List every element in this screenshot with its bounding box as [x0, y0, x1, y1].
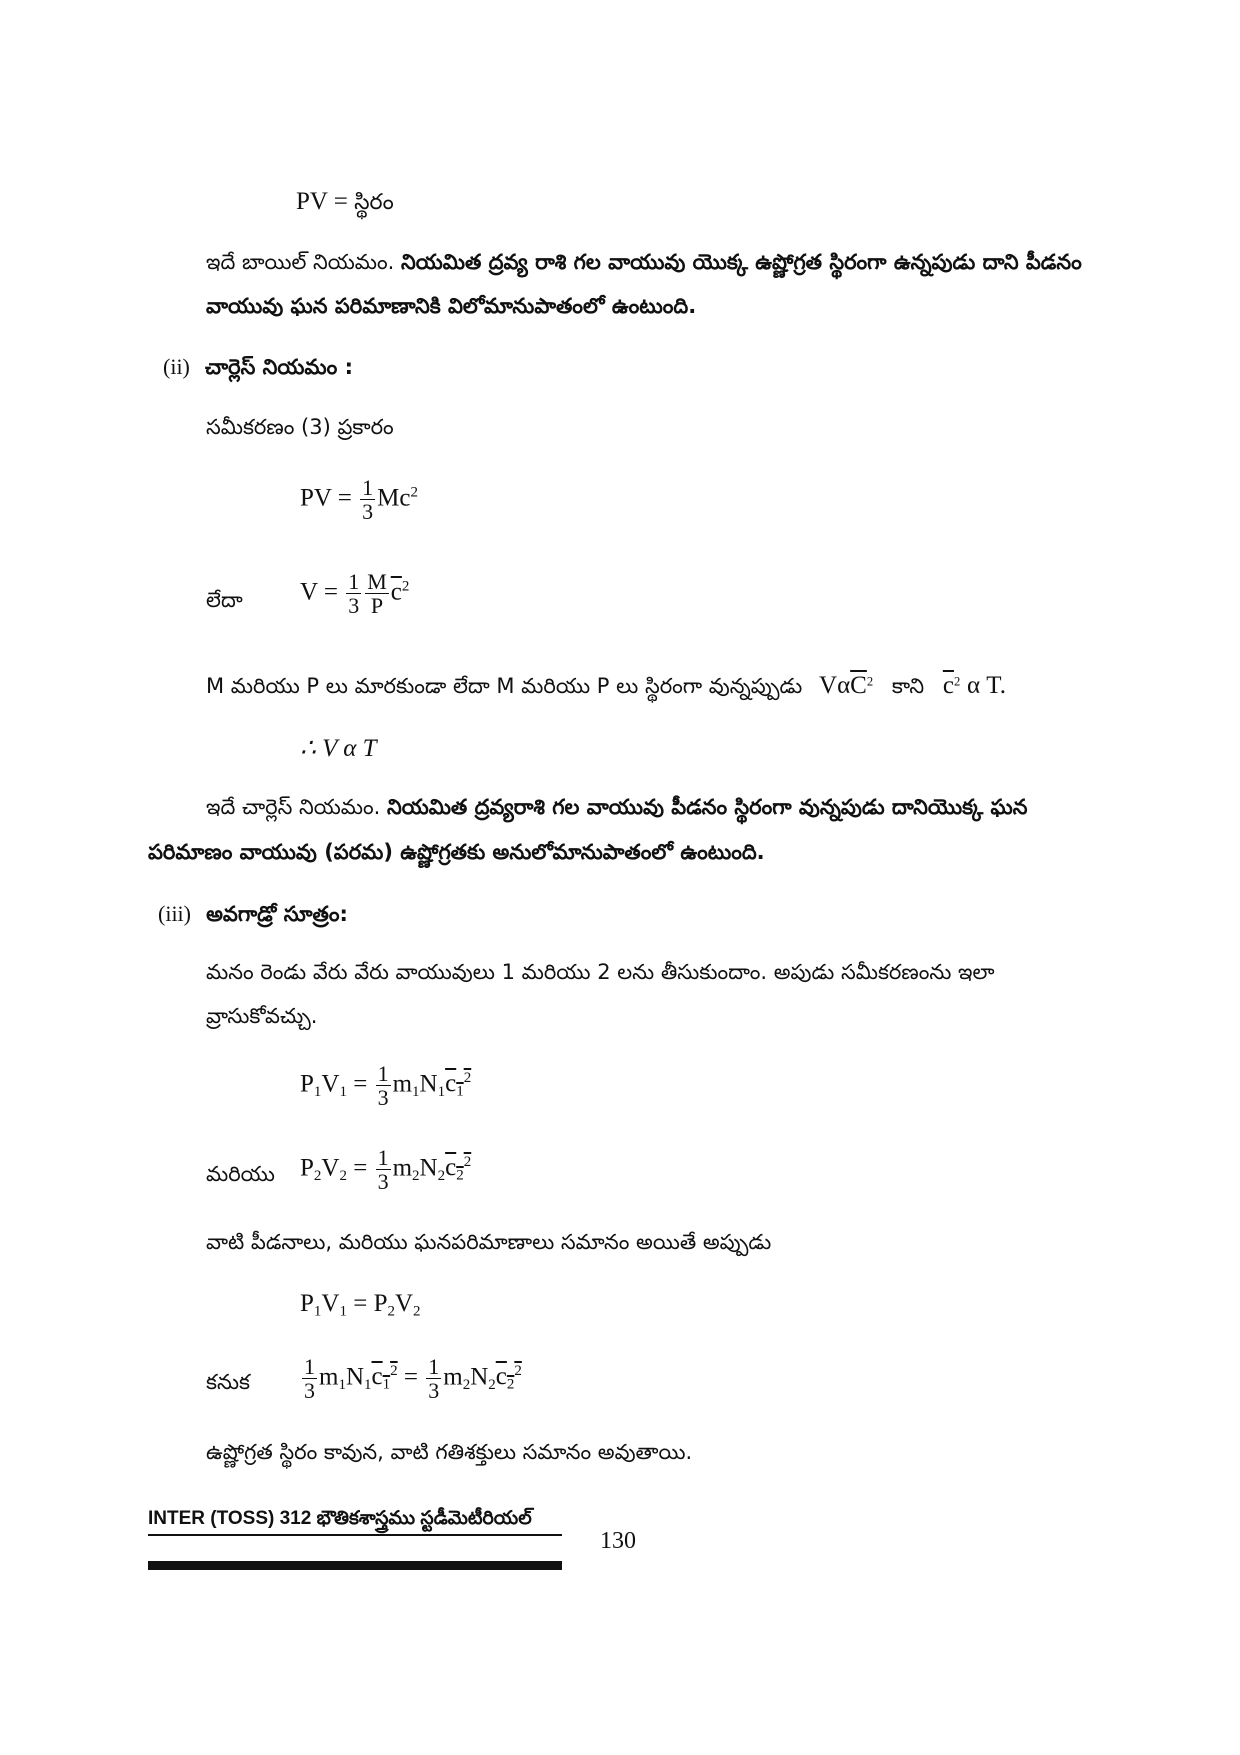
- mariyu-label: మరియు: [206, 1162, 275, 1186]
- equal-pressure-volume-line: వాటి పీడనాలు, మరియు ఘనపరిమాణాలు సమానం అయితే అప్పుడు: [206, 1230, 772, 1254]
- boyle-paragraph-line1: ఇదే బాయిల్ నియమం. నియమిత ద్రవ్య రాశి గల వాయువు యొక్క ఉష్ణోగ్రత స్థిరంగా ఉన్నపుడు దాని పీడనం: [206, 250, 1082, 274]
- equation-v-alpha-t: ∴ V α T: [300, 735, 377, 762]
- equation-p1v1-equals-p2v2: $P_1V_1 = P_2V_2$: [300, 1290, 421, 1320]
- equation-v: V = $\frac{1}{3}$ $\frac{M}{P}$ $\overline{c}^2$: [300, 569, 410, 619]
- ledaa-label: లేదా: [206, 588, 243, 612]
- charles-paragraph-line1: ఇదే చార్లెస్ నియమం. నియమిత ద్రవ్యరాశి గల వాయువు పీడనం స్థిరంగా వున్నపుడు దానియొక్క ఘన: [206, 795, 1028, 819]
- footer-rule-thick: [148, 1561, 562, 1570]
- footer-title: INTER (TOSS) 312 భౌతికశాస్త్రము స్టడీమెటీరియల్: [148, 1508, 532, 1529]
- equation-kinetic-energy: $\frac{1}{3}$ $m_1N_1c_1^2$ = $\frac{1}{3}$ $m_2N_2c_2^2$: [304, 1354, 522, 1404]
- page-number: 130: [600, 1528, 636, 1554]
- avogadro-paragraph-line1: మనం రెండు వేరు వేరు వాయువులు 1 మరియు 2 లను తీసుకుందాం. అపుడు సమీకరణంను ఇలా: [206, 960, 995, 984]
- footer-rule-thin: [148, 1534, 562, 1536]
- boyle-paragraph-line2: వాయువు ఘన పరిమాణానికి విలోమానుపాతంలో ఉంటుంది.: [206, 294, 697, 318]
- equation-p1v1: $P_1V_1$ = $\frac{1}{3}$ $m_1N_1c_1^2$: [300, 1061, 472, 1111]
- equation-boyle: PV = స్థిరం: [296, 188, 394, 215]
- equation-3-intro: సమీకరణం (3) ప్రకారం: [206, 415, 394, 439]
- kanuka-label: కనుక: [206, 1370, 250, 1394]
- avogadro-paragraph-line2: వ్రాసుకోవచ్చు.: [206, 1004, 318, 1028]
- equation-p2v2: $P_2V_2$ = $\frac{1}{3}$ $m_2N_2c_2^2$: [300, 1145, 472, 1195]
- conclusion-line: ఉష్ణోగ్రత స్థిరం కావున, వాటి గతిశక్తులు సమానం అవుతాయి.: [206, 1440, 693, 1464]
- section-heading-charles: (ii) చార్లెస్ నియమం :: [163, 354, 353, 379]
- section-heading-avogadro: (iii) అవగాడ్రో సూత్రం:: [158, 901, 348, 926]
- charles-paragraph-line2: పరిమాణం వాయువు (పరమ) ఉష్ణోగ్రతకు అనులోమానుపాతంలో ఉంటుంది.: [148, 840, 765, 864]
- equation-pv: PV = $\frac{1}{3}$ Mc$^2$: [300, 475, 418, 525]
- m-p-constant-line: M మరియు P లు మారకుండా లేదా M మరియు P లు స్థిరంగా వున్నప్పుడు $V\alpha\overline{C}^2$ కాని $\overline{c}^2$ α T.: [206, 672, 1006, 699]
